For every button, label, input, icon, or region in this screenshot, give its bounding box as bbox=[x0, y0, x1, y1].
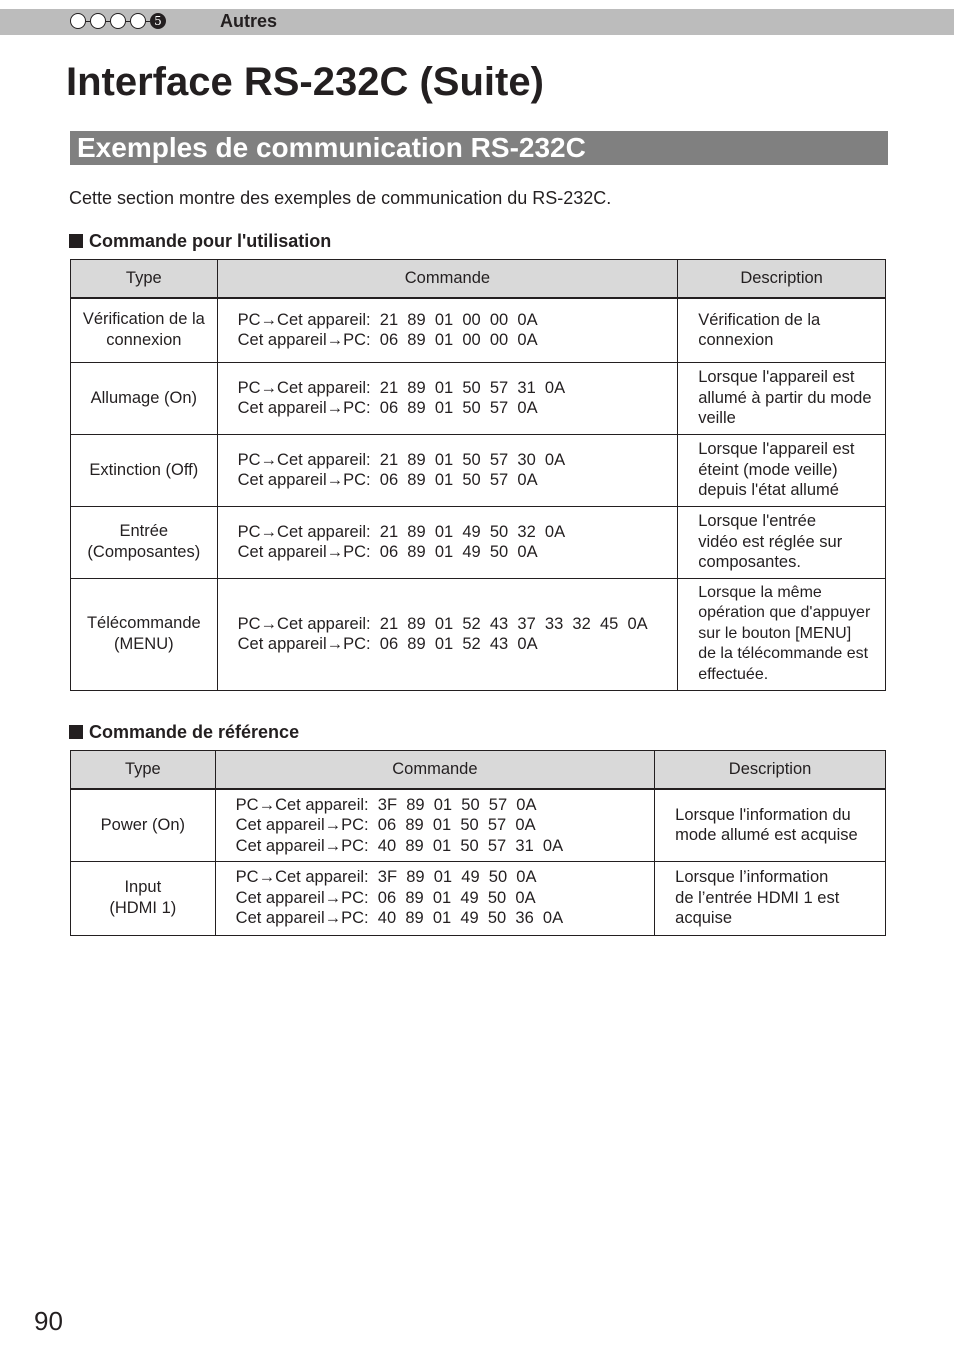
description-cell bbox=[678, 434, 886, 506]
description-cell-line: vidéo est réglée sur bbox=[698, 532, 843, 551]
type-cell-line: Input bbox=[124, 878, 162, 896]
description-cell-line: opération que d'appuyer bbox=[698, 604, 871, 622]
command-cell bbox=[217, 506, 678, 578]
col-header-command: Commande bbox=[217, 260, 678, 299]
type-cell-line: (MENU) bbox=[114, 635, 174, 653]
type-cell-line: Vérification de la bbox=[82, 310, 205, 329]
command-cell bbox=[217, 578, 678, 690]
square-bullet-icon bbox=[69, 234, 83, 248]
description-cell-line: Vérification de la bbox=[698, 310, 821, 329]
command-cell bbox=[217, 434, 678, 506]
type-cell-line: connexion bbox=[106, 331, 182, 350]
table-row bbox=[71, 298, 886, 362]
chapter-name: Autres bbox=[220, 11, 278, 31]
command-cell bbox=[215, 789, 654, 861]
type-cell-line: Extinction (Off) bbox=[89, 460, 199, 479]
intro-text: Cette section montre des exemples de communication du RS-232C. bbox=[69, 188, 612, 208]
current-step-icon: 5 bbox=[150, 13, 166, 29]
command-cell-line: PC→Cet appareil: 21 89 01 50 57 30 0A bbox=[237, 450, 566, 469]
command-cell-line: PC→Cet appareil: 3F 89 01 49 50 0A bbox=[235, 868, 537, 887]
type-cell bbox=[71, 506, 218, 578]
description-cell-line: veille bbox=[698, 409, 736, 428]
command-cell-line: Cet appareil→PC: 06 89 01 50 57 0A bbox=[237, 471, 538, 489]
col-header-command: Commande bbox=[215, 751, 654, 790]
description-cell-line: Lorsque l'entrée bbox=[698, 512, 816, 531]
command-cell-line: Cet appareil→PC: 06 89 01 49 50 0A bbox=[237, 543, 538, 561]
type-cell bbox=[71, 861, 216, 935]
type-cell-line: (Composantes) bbox=[87, 543, 201, 561]
description-cell bbox=[678, 362, 886, 434]
table-row bbox=[71, 506, 886, 578]
type-cell-line: Entrée bbox=[119, 522, 169, 540]
command-cell-line: PC→Cet appareil: 21 89 01 50 57 31 0A bbox=[237, 378, 566, 397]
description-cell-line: sur le bouton [MENU] bbox=[698, 624, 852, 642]
description-cell-line: effectuée. bbox=[698, 665, 769, 683]
command-cell bbox=[215, 861, 654, 935]
chapter-progress bbox=[70, 13, 166, 29]
command-cell-line: PC→Cet appareil: 21 89 01 52 43 37 33 32 45 0A bbox=[237, 614, 648, 633]
table2-heading-text: Commande de référence bbox=[89, 722, 300, 742]
description-cell bbox=[678, 578, 886, 690]
command-cell-line: Cet appareil→PC: 40 89 01 49 50 36 0A bbox=[235, 909, 564, 928]
table1-heading bbox=[69, 231, 331, 252]
command-cell bbox=[217, 298, 678, 362]
col-header-description: Description bbox=[678, 260, 886, 299]
command-cell-line: Cet appareil→PC: 06 89 01 00 00 0A bbox=[237, 331, 538, 350]
description-cell-line: mode allumé est acquise bbox=[675, 826, 858, 845]
type-cell bbox=[71, 298, 218, 362]
description-cell bbox=[655, 861, 886, 935]
type-cell bbox=[71, 578, 218, 690]
type-cell-line: Télécommande bbox=[86, 614, 201, 632]
description-cell-line: connexion bbox=[698, 331, 774, 350]
table-row bbox=[71, 434, 886, 506]
table-row bbox=[71, 789, 886, 861]
square-bullet-icon bbox=[69, 725, 83, 739]
chapter-bar bbox=[0, 9, 954, 35]
description-cell bbox=[678, 506, 886, 578]
command-cell-line: Cet appareil→PC: 06 89 01 52 43 0A bbox=[237, 635, 538, 653]
type-cell-line: Allumage (On) bbox=[90, 388, 197, 407]
page-title: Interface RS-232C (Suite) bbox=[66, 60, 544, 104]
reference-commands-table bbox=[70, 750, 886, 936]
operation-commands-table bbox=[70, 259, 886, 691]
description-cell-line: Lorsque la même bbox=[698, 583, 822, 601]
description-cell-line: Lorsque l'appareil est bbox=[698, 440, 855, 459]
table2-heading bbox=[69, 722, 299, 743]
col-header-type: Type bbox=[71, 751, 216, 790]
type-cell bbox=[71, 789, 216, 861]
description-cell-line: éteint (mode veille) bbox=[698, 460, 838, 479]
type-cell-line: (HDMI 1) bbox=[109, 899, 177, 917]
command-cell-line: Cet appareil→PC: 06 89 01 49 50 0A bbox=[235, 888, 536, 907]
command-cell-line: Cet appareil→PC: 06 89 01 50 57 0A bbox=[237, 399, 538, 417]
description-cell-line: allumé à partir du mode bbox=[698, 388, 872, 407]
col-header-description: Description bbox=[655, 751, 886, 790]
description-cell-line: Lorsque l’information bbox=[675, 868, 829, 887]
command-cell-line: PC→Cet appareil: 21 89 01 49 50 32 0A bbox=[237, 522, 566, 541]
description-cell bbox=[678, 298, 886, 362]
description-cell-line: depuis l'état allumé bbox=[698, 481, 839, 500]
description-cell-line: de l’entrée HDMI 1 est bbox=[675, 888, 840, 907]
col-header-type: Type bbox=[71, 260, 218, 299]
command-cell-line: PC→Cet appareil: 3F 89 01 50 57 0A bbox=[235, 795, 537, 814]
command-cell-line: PC→Cet appareil: 21 89 01 00 00 0A bbox=[237, 310, 538, 329]
description-cell-line: Lorsque l'information du bbox=[675, 805, 851, 824]
table-row bbox=[71, 861, 886, 935]
command-cell bbox=[217, 362, 678, 434]
type-cell bbox=[71, 362, 218, 434]
table-row bbox=[71, 578, 886, 690]
command-cell-line: Cet appareil→PC: 40 89 01 50 57 31 0A bbox=[235, 836, 564, 855]
type-cell-line: Power (On) bbox=[100, 815, 185, 834]
description-cell-line: de la télécommande est bbox=[698, 645, 869, 663]
description-cell-line: composantes. bbox=[698, 553, 801, 572]
table1-heading-text: Commande pour l'utilisation bbox=[89, 231, 332, 251]
section-title: Exemples de communication RS-232C bbox=[70, 131, 888, 165]
description-cell-line: Lorsque l'appareil est bbox=[698, 368, 855, 387]
type-cell bbox=[71, 434, 218, 506]
table-row bbox=[71, 362, 886, 434]
description-cell bbox=[655, 789, 886, 861]
command-cell-line: Cet appareil→PC: 06 89 01 50 57 0A bbox=[235, 816, 536, 834]
page-number: 90 bbox=[34, 1306, 63, 1336]
description-cell-line: acquise bbox=[675, 909, 733, 928]
